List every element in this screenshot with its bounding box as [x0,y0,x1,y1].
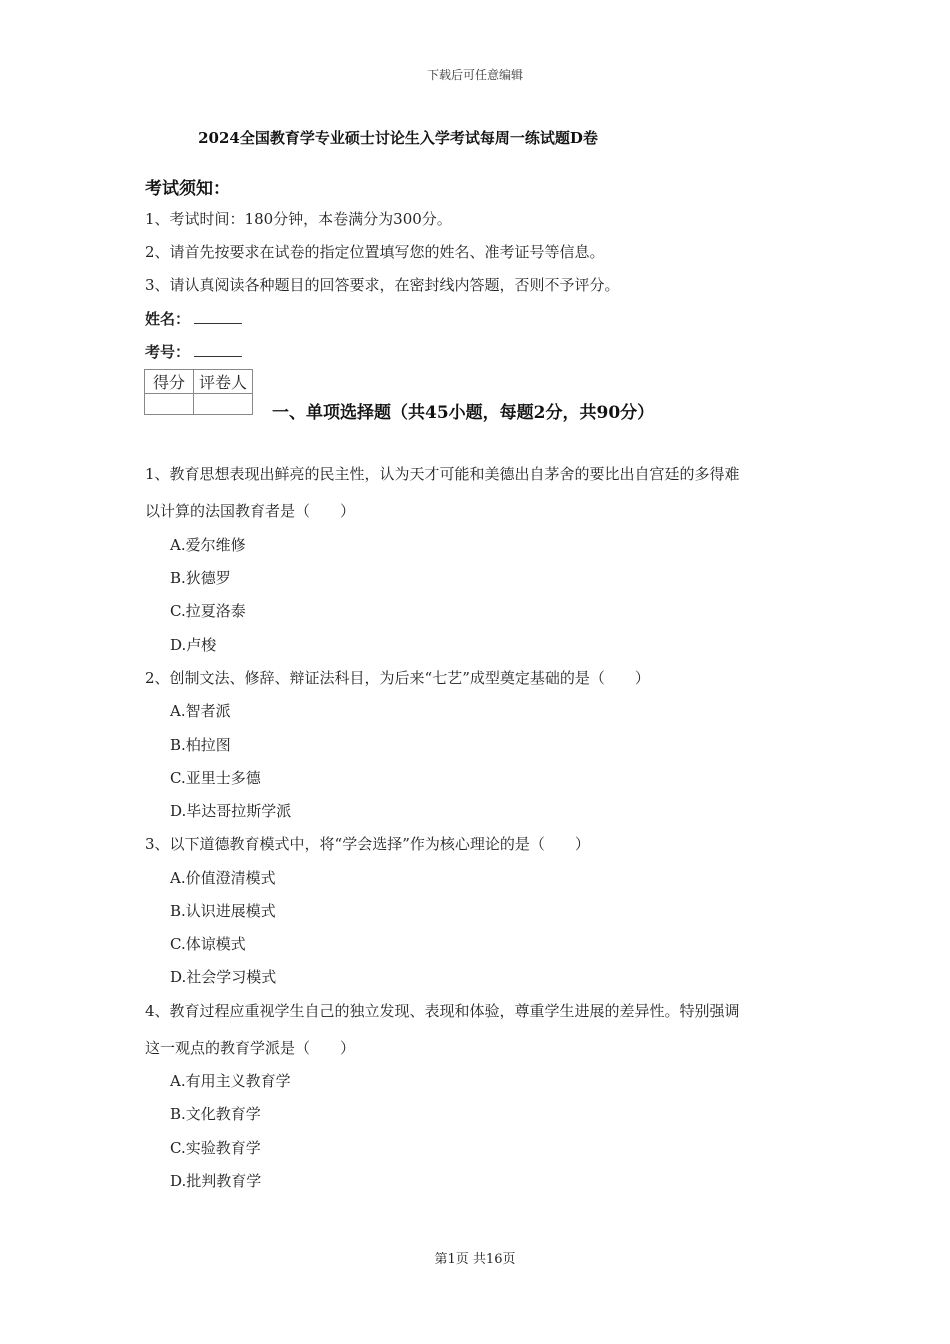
question-1-text: 1、教育思想表现出鲜亮的民主性，认为天才可能和美德出自茅舍的要比出自宫廷的多得难 [145,465,740,483]
question-4-option-a: A.有用主义教育学 [170,1072,291,1090]
question-3-option-d: D.社会学习模式 [170,968,277,986]
score-cell [145,394,194,415]
question-2-option-c: C.亚里士多德 [170,769,261,787]
name-blank [194,309,242,324]
header-note: 下载后可任意编辑 [426,68,523,82]
score-table [144,369,253,415]
question-4-option-b: B.文化教育学 [170,1105,261,1123]
notice-line: 3、请认真阅读各种题目的回答要求，在密封线内答题，否则不予评分。 [145,276,620,294]
question-4-option-c: C.实验教育学 [170,1139,261,1157]
section-title: 一、单项选择题（共45小题，每题2分，共90分） [272,403,655,423]
question-3-option-b: B.认识进展模式 [170,902,276,920]
question-1-option-b: B.狄德罗 [170,569,231,587]
name-label: 姓名： [145,310,191,328]
question-4-text: 4、教育过程应重视学生自己的独立发现、表现和体验，尊重学生进展的差异性。特别强调 [145,1002,740,1020]
score-header: 得分 [145,370,194,394]
question-2-text: 2、创制文法、修辞、辩证法科目，为后来“七艺”成型奠定基础的是（ ） [145,669,650,687]
question-1-option-d: D.卢梭 [170,636,217,654]
notice-line: 1、考试时间：180分钟，本卷满分为300分。 [145,210,452,228]
question-2-option-b: B.柏拉图 [170,736,231,754]
question-2-option-d: D.毕达哥拉斯学派 [170,802,292,820]
question-1-text-cont: 以计算的法国教育者是（ ） [145,502,356,520]
id-blank [194,342,242,357]
page-number: 第1页 共16页 [434,1252,516,1267]
question-3-option-c: C.体谅模式 [170,935,246,953]
exam-title: 2024全国教育学专业硕士讨论生入学考试每周一练试题D卷 [198,129,598,147]
question-3-option-a: A.价值澄清模式 [170,869,276,887]
id-label: 考号： [145,343,191,361]
notice-heading: 考试须知： [145,179,230,199]
question-1-option-c: C.拉夏洛泰 [170,602,246,620]
question-3-text: 3、以下道德教育模式中，将“学会选择”作为核心理论的是（ ） [145,835,590,853]
id-field [145,341,242,362]
name-field [145,308,242,329]
grader-header: 评卷人 [194,370,253,394]
question-4-text-cont: 这一观点的教育学派是（ ） [145,1039,356,1057]
question-4-option-d: D.批判教育学 [170,1172,262,1190]
notice-line: 2、请首先按要求在试卷的指定位置填写您的姓名、准考证号等信息。 [145,243,605,261]
grader-cell [194,394,253,415]
question-2-option-a: A.智者派 [170,702,231,720]
question-1-option-a: A.爱尔维修 [170,536,246,554]
